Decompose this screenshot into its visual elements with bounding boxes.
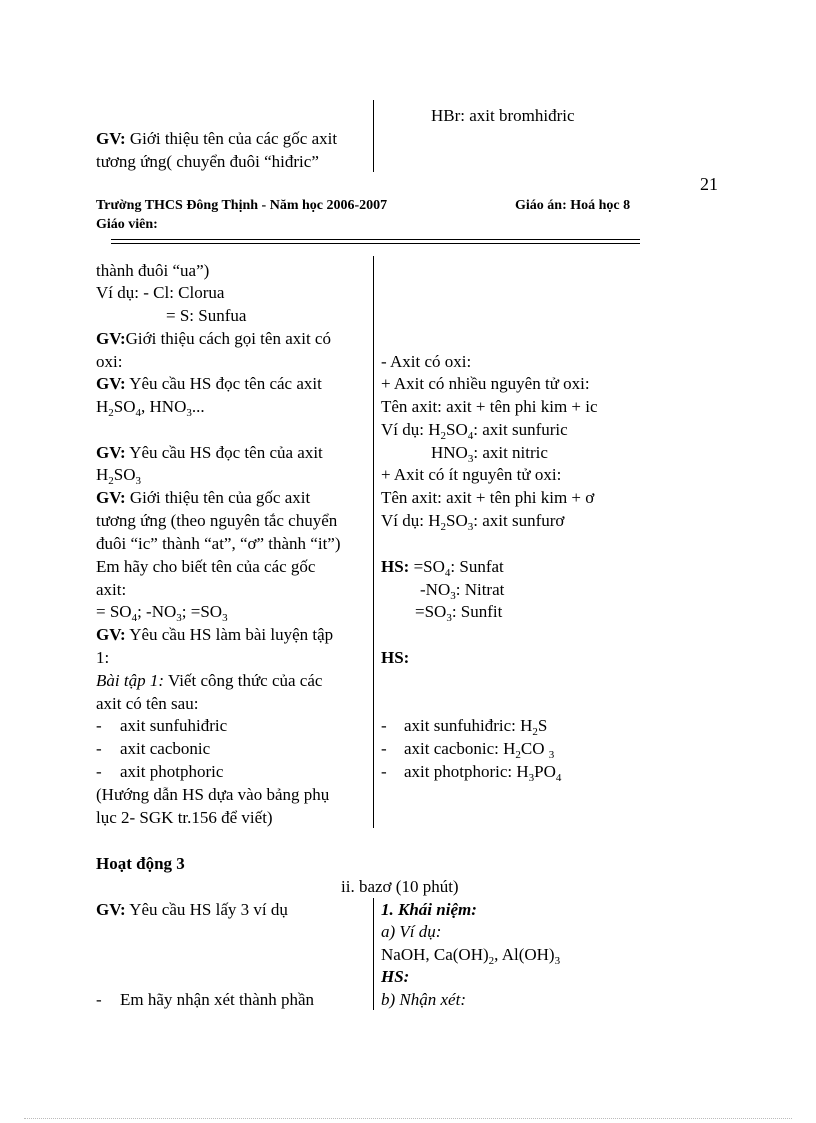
base-formulas — [381, 943, 560, 966]
t: : axit nitric — [473, 443, 548, 462]
gv-label: GV: — [96, 329, 126, 348]
t: Ví dụ: H — [381, 511, 441, 530]
t: CO — [520, 739, 545, 758]
right-line — [415, 600, 502, 623]
left-line — [96, 463, 141, 486]
left-line — [96, 486, 310, 509]
left-line: axit photphoric — [120, 762, 224, 781]
left-line: axit cacbonic — [120, 739, 211, 758]
right-hbr-line: HBr: axit bromhiđric — [431, 106, 575, 125]
gv-label: GV: — [96, 488, 126, 507]
sub: 2 — [108, 475, 114, 487]
left-dash: - — [96, 762, 102, 781]
page-number: 21 — [700, 174, 718, 194]
left-line: thành đuôi “ua”) — [96, 261, 210, 280]
left-line: Em hãy cho biết tên của các gốc — [96, 557, 316, 576]
hs-label: HS: — [381, 557, 410, 576]
example-label: a) Ví dụ: — [381, 922, 442, 941]
left-line: 1: — [96, 648, 110, 667]
header-school: Trường THCS Đông Thịnh - Năm học 2006-2007 — [96, 198, 388, 213]
text: Yêu cầu HS lấy 3 ví dụ — [129, 900, 288, 919]
right-line: - Axit có oxi: — [381, 352, 472, 371]
t: , HNO — [141, 397, 187, 416]
column-divider-bottom — [373, 898, 374, 1010]
t: axit photphoric: H — [404, 762, 529, 781]
column-divider-main — [373, 256, 374, 828]
t: NaOH, Ca(OH) — [381, 945, 489, 964]
left-line: Em hãy nhận xét thành phần — [120, 990, 315, 1009]
gv-label: GV: — [96, 129, 126, 148]
sub: 4 — [135, 407, 142, 419]
text: Yêu cầu HS đọc tên của axit — [129, 443, 323, 462]
t: : Sunfit — [451, 602, 503, 621]
t: Ví dụ: H — [381, 420, 441, 439]
t: axit sunfuhiđric: H — [404, 716, 533, 735]
sub: 4 — [131, 612, 138, 624]
page-bottom-rule — [24, 1118, 792, 1119]
t: SO — [446, 511, 468, 530]
activity-title: Hoạt động 3 — [96, 854, 185, 873]
right-line — [381, 509, 564, 532]
column-divider-top — [373, 100, 374, 172]
t: =SO — [409, 557, 445, 576]
sub: 2 — [532, 726, 538, 738]
concept-heading: 1. Khái niệm: — [381, 900, 477, 919]
left-line: axit có tên sau: — [96, 694, 199, 713]
left-line: axit: — [96, 580, 127, 599]
left-line — [96, 898, 288, 921]
gv-label: GV: — [96, 374, 126, 393]
left-line: = S: Sunfua — [166, 306, 247, 325]
left-line: oxi: — [96, 352, 123, 371]
sub: 3 — [450, 590, 456, 602]
right-line: + Axit có nhiều nguyên tử oxi: — [381, 374, 590, 393]
right-line — [431, 441, 548, 464]
sub: 4 — [467, 430, 474, 442]
left-top-line2: tương ứng( chuyển đuôi “hiđric” — [96, 152, 319, 171]
hs-label: HS: — [381, 967, 410, 986]
right-dash: - — [381, 716, 387, 735]
gv-label: GV: — [96, 443, 126, 462]
sub: 3 — [135, 475, 142, 487]
sub: 3 — [186, 407, 192, 419]
header-teacher: Giáo viên: — [96, 217, 158, 232]
left-line: (Hướng dẫn HS dựa vào bảng phụ — [96, 785, 330, 804]
left-line — [96, 395, 205, 418]
left-line — [96, 669, 322, 692]
right-dash: - — [381, 739, 387, 758]
sub: 3 — [528, 772, 535, 784]
gv-label: GV: — [96, 625, 126, 644]
t: : Sunfat — [450, 557, 504, 576]
text: Yêu cầu HS làm bài luyện tập — [129, 625, 334, 644]
t: S — [537, 716, 548, 735]
t: ; =SO — [181, 602, 223, 621]
text: Giới thiệu tên của các gốc axit — [129, 129, 338, 148]
t: = SO — [96, 602, 132, 621]
sub: 2 — [488, 955, 495, 967]
sub: 3 — [554, 955, 561, 967]
sub: 3 — [176, 612, 182, 624]
right-line — [404, 737, 554, 760]
t: -NO — [420, 580, 451, 599]
right-line — [381, 418, 568, 441]
t: SO — [446, 420, 468, 439]
t: SO — [113, 397, 136, 416]
t: H — [96, 465, 109, 484]
text: Giới thiệu cách gọi tên axit có — [125, 329, 331, 348]
sub: 4 — [444, 567, 451, 579]
hs-label: HS: — [381, 648, 410, 667]
right-line: Tên axit: axit + tên phi kim + ic — [381, 397, 598, 416]
left-line: tương ứng (theo nguyên tắc chuyển — [96, 511, 338, 530]
left-line — [96, 600, 228, 623]
sub: 3 — [548, 749, 555, 761]
gv-label: GV: — [96, 900, 126, 919]
sub: 2 — [108, 407, 114, 419]
right-line — [404, 714, 547, 737]
t: : Nitrat — [455, 580, 505, 599]
sub: 4 — [555, 772, 562, 784]
left-dash: - — [96, 990, 102, 1009]
t: : axit sunfuric — [473, 420, 568, 439]
t: SO — [113, 465, 136, 484]
left-line — [96, 327, 331, 350]
right-line: + Axit có ít nguyên tử oxi: — [381, 465, 562, 484]
header-double-rule — [111, 239, 640, 244]
left-top-line1 — [96, 127, 337, 150]
text: Giới thiệu tên của gốc axit — [129, 488, 311, 507]
left-line: Ví dụ: - Cl: Clorua — [96, 283, 225, 302]
t: H — [96, 397, 109, 416]
right-line — [404, 760, 561, 783]
right-line: Tên axit: axit + tên phi kim + ơ — [381, 488, 595, 507]
sub: 3 — [467, 521, 474, 533]
t: HNO — [431, 443, 468, 462]
left-dash: - — [96, 739, 102, 758]
sub: 3 — [446, 612, 452, 624]
left-line — [96, 441, 323, 464]
text: Yêu cầu HS đọc tên các axit — [129, 374, 322, 393]
header-subject: Giáo án: Hoá học 8 — [515, 198, 631, 213]
left-line: axit sunfuhiđric — [120, 716, 228, 735]
left-line: lục 2- SGK tr.156 để viết) — [96, 808, 273, 827]
t: , Al(OH) — [494, 945, 555, 964]
left-line: đuôi “ic” thành “at”, “ơ” thành “it”) — [96, 534, 341, 553]
section-title: ii. bazơ (10 phút) — [341, 877, 459, 896]
sub: 2 — [515, 749, 521, 761]
t: : axit sunfurơ — [473, 511, 565, 530]
t: =SO — [415, 602, 447, 621]
text: Viết công thức của các — [164, 671, 323, 690]
left-line — [96, 623, 333, 646]
right-line — [420, 578, 504, 601]
t: ... — [191, 397, 205, 416]
t: PO — [534, 762, 556, 781]
left-dash: - — [96, 716, 102, 735]
sub: 2 — [440, 521, 446, 533]
t: axit cacbonic: H — [404, 739, 516, 758]
sub: 2 — [440, 430, 446, 442]
right-dash: - — [381, 762, 387, 781]
remark-label: b) Nhận xét: — [381, 990, 466, 1009]
right-line — [381, 555, 504, 578]
left-line — [96, 372, 322, 395]
t: ; -NO — [137, 602, 177, 621]
exercise-label: Bài tập 1: — [96, 671, 164, 690]
sub: 3 — [467, 453, 474, 465]
sub: 3 — [222, 612, 228, 624]
